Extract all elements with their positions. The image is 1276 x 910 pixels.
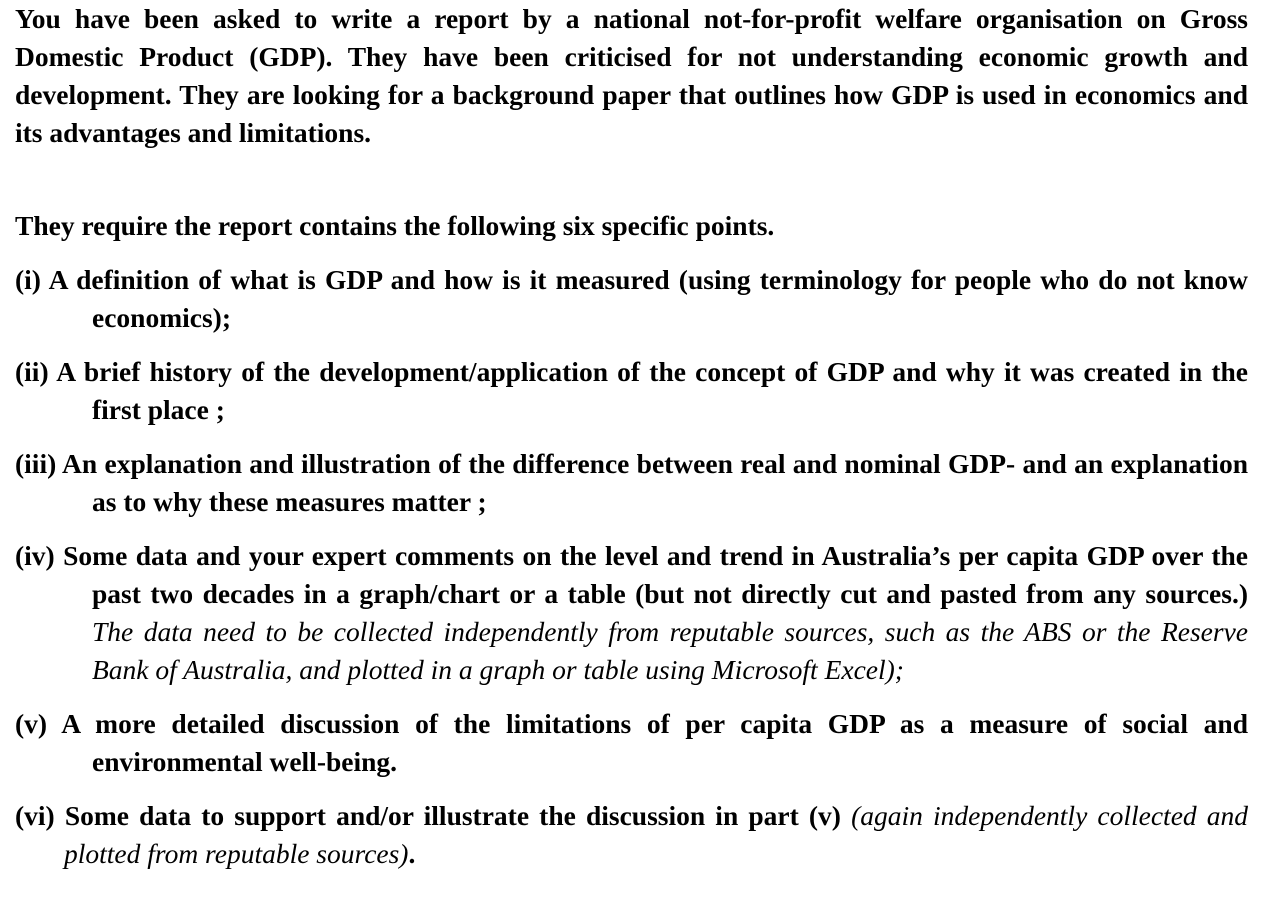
item-label: (ii): [15, 356, 49, 387]
item-note: (again independently collected and plotted from reputable sources): [64, 800, 1249, 869]
item-text: An explanation and illustration of the difference between real and nominal GDP- and an explanation as to why these measures matter ;: [62, 448, 1248, 517]
item-text: Some data and your expert comments on the level and trend in Australia’s per capita GDP over the past two decades in a graph/chart or a table (but not directly cut and pasted from any sources.): [63, 540, 1249, 609]
item-label: (vi): [15, 800, 55, 831]
item-text: A more detailed discussion of the limitations of per capita GDP as a measure of social and environmental well-being.: [61, 708, 1248, 777]
item-label: (i): [15, 264, 41, 295]
list-item-v: [15, 705, 1248, 781]
requirements-list: [15, 261, 1248, 889]
item-label: (v): [15, 708, 48, 739]
item-text: Some data to support and/or illustrate the discussion in part (v): [64, 800, 841, 831]
item-text: A definition of what is GDP and how is it measured (using terminology for people who do not know economics);: [48, 264, 1248, 333]
list-item-vi: [15, 797, 1248, 873]
item-label: (iii): [15, 448, 57, 479]
document-page: [15, 0, 1249, 869]
item-label: (iv): [15, 540, 55, 571]
list-item-ii: [15, 353, 1248, 429]
intro-paragraph: You have been asked to write a report by a national not-for-profit welfare organisation on Gross Domestic Product (GDP). They have been criticised for not understanding economic growth and development. They are looking for a background paper that outlines how GDP is used in economics and its advantages and limitations.: [15, 3, 1248, 148]
item-text: A brief history of the development/application of the concept of GDP and why it was created in the first place ;: [56, 356, 1249, 425]
requirement-statement: They require the report contains the following six specific points.: [15, 210, 775, 241]
item-tail: .: [408, 838, 416, 869]
item-note: The data need to be collected independently from reputable sources, such as the ABS or the Reserve Bank of Australia, and plotted in a graph or table using Microsoft Excel);: [92, 616, 1248, 685]
list-item-iv: [15, 537, 1248, 689]
list-item-i: [15, 261, 1248, 337]
list-item-iii: [15, 445, 1248, 521]
